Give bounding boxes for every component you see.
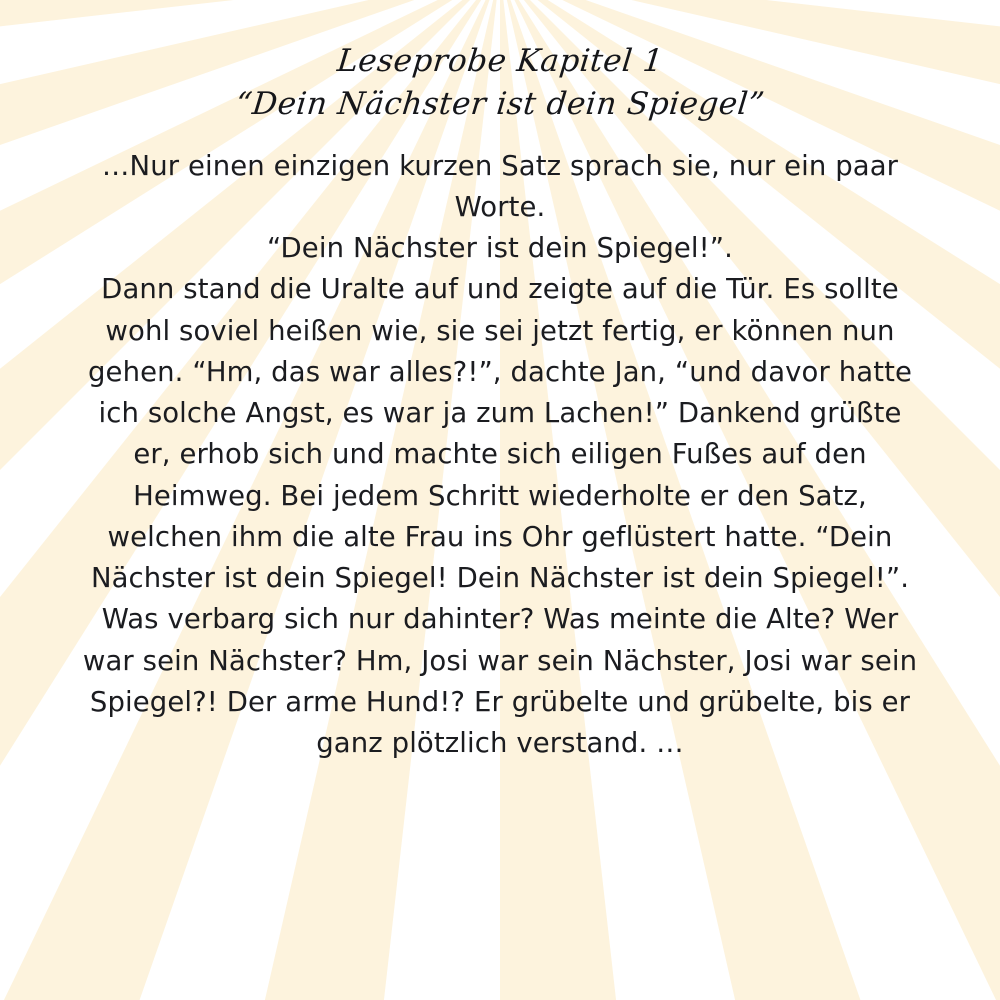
excerpt-body	[80, 146, 920, 765]
chapter-label: Leseprobe Kapitel 1	[335, 43, 665, 79]
poster-header	[233, 42, 767, 124]
excerpt-paragraph-3: Dann stand die Uralte auf und zeigte auf die Tür. Es sollte wohl soviel heißen wie, sie sei jetzt fertig, er können nun gehen. “Hm, das war alles?!”, dachte Jan, “und davor hatte ich solche Angst, es war ja zum Lachen!” Dankend grüßte er, erhob sich und machte sich eiligen Fußes auf den Heimweg. Bei jedem Schritt wiederholte er den Satz, welchen ihm die alte Frau ins Ohr geflüstert hatte. “Dein Nächster ist dein Spiegel! Dein Nächster ist dein Spiegel!”. Was verbarg sich nur dahinter? Was meinte die Alte? Wer war sein Nächster? Hm, Josi war sein Nächster, Josi war sein Spiegel?! Der arme Hund!? Er grübelte und grübelte, bis er ganz plötzlich verstand. …	[82, 273, 918, 759]
excerpt-paragraph-2: “Dein Nächster ist dein Spiegel!”.	[267, 232, 733, 264]
excerpt-paragraph-1: …Nur einen einzigen kurzen Satz sprach sie, nur ein paar Worte.	[101, 149, 899, 223]
chapter-title: “Dein Nächster ist dein Spiegel”	[233, 85, 767, 122]
